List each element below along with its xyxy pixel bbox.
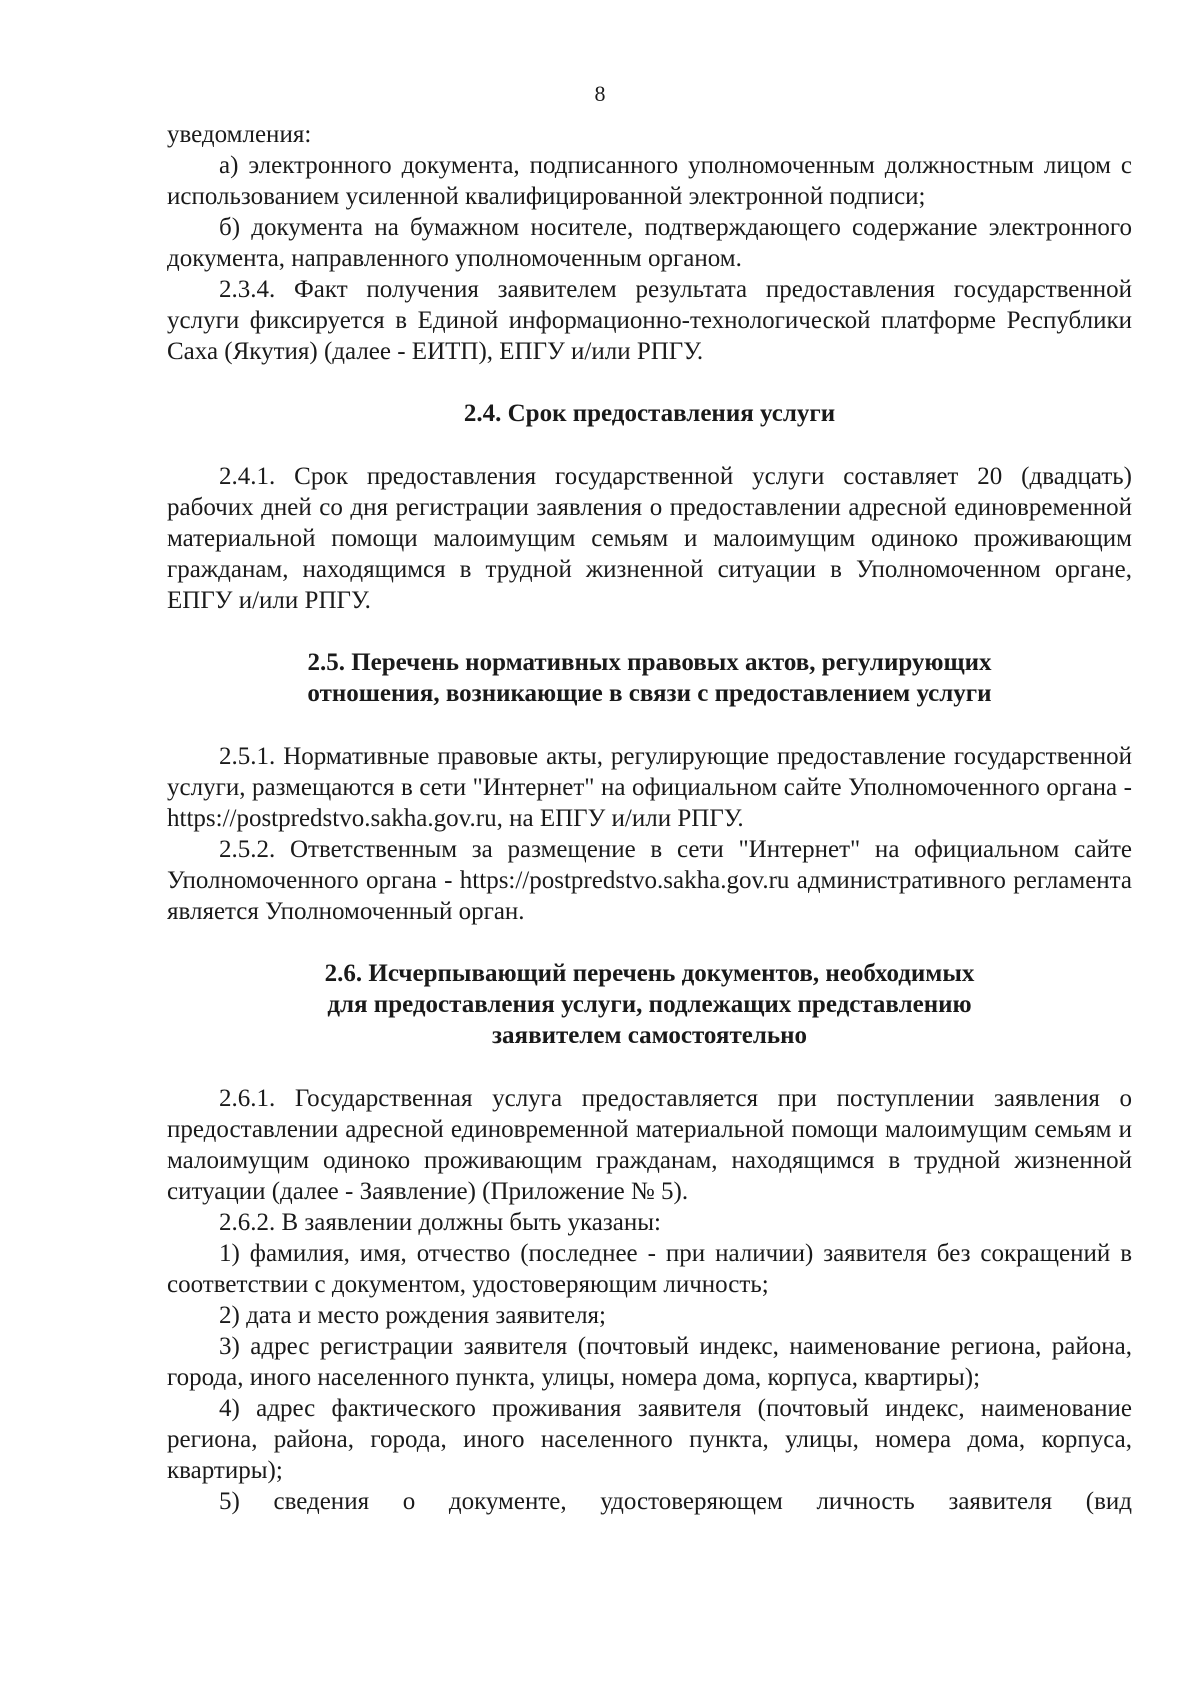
paragraph: а) электронного документа, подписанного уполномоченным должностным лицом с использованием усиленной квалифицированной электронной подписи;	[167, 152, 1132, 210]
section-heading: 2.4. Срок предоставления услуги	[463, 400, 836, 427]
section-heading-line: для предоставления услуги, подлежащих представлению	[327, 991, 972, 1018]
list-item: 4) адрес фактического проживания заявителя (почтовый индекс, наименование региона, района, города, иного населенного пункта, улицы, номера дома, корпуса, квартиры);	[167, 1395, 1132, 1484]
paragraph: 2.3.4. Факт получения заявителем результата предоставления государственной услуги фиксируется в Единой информационно-технологической платформе Республики Саха (Якутия) (далее - ЕИТП), ЕПГУ и/или РПГУ.	[167, 276, 1132, 365]
section-heading-line: отношения, возникающие в связи с предоставлением услуги	[307, 680, 992, 707]
page-number: 8	[594, 81, 606, 106]
paragraph: б) документа на бумажном носителе, подтверждающего содержание электронного документа, направленного уполномоченным органом.	[167, 214, 1132, 272]
section-heading	[167, 647, 1132, 709]
section-heading-line: 2.5. Перечень нормативных правовых актов, регулирующих	[307, 649, 992, 676]
paragraph: уведомления:	[167, 121, 312, 148]
paragraph: 2.4.1. Срок предоставления государственной услуги составляет 20 (двадцать) рабочих дней со дня регистрации заявления о предоставлении адресной единовременной материальной помощи малоимущим семьям и малоимущим одиноко проживающим гражданам, находящимся в трудной жизненной ситуации в Уполномоченном органе, ЕПГУ и/или РПГУ.	[167, 463, 1132, 614]
list-item: 2) дата и место рождения заявителя;	[219, 1302, 606, 1329]
list-item: 1) фамилия, имя, отчество (последнее - при наличии) заявителя без сокращений в соответствии с документом, удостоверяющим личность;	[167, 1240, 1132, 1298]
document-body	[167, 119, 1132, 1517]
section-heading-line: 2.6. Исчерпывающий перечень документов, необходимых	[324, 960, 975, 987]
paragraph: 2.6.1. Государственная услуга предоставляется при поступлении заявления о предоставлении адресной единовременной материальной помощи малоимущим семьям и малоимущим одиноко проживающим гражданам, находящимся в трудной жизненной ситуации (далее - Заявление) (Приложение № 5).	[167, 1085, 1132, 1205]
paragraph: 2.5.1. Нормативные правовые акты, регулирующие предоставление государственной услуги, размещаются в сети "Интернет" на официальном сайте Уполномоченного органа - https://postpredstvo.sakha.gov.ru, на ЕПГУ и/или РПГУ.	[167, 743, 1132, 832]
list-item: 5) сведения о документе, удостоверяющем личность заявителя (вид	[219, 1488, 1132, 1515]
section-heading-line: заявителем самостоятельно	[492, 1022, 807, 1049]
paragraph: 2.6.2. В заявлении должны быть указаны:	[219, 1209, 661, 1236]
section-heading	[167, 958, 1132, 1051]
list-item: 3) адрес регистрации заявителя (почтовый индекс, наименование региона, района, города, иного населенного пункта, улицы, номера дома, корпуса, квартиры);	[167, 1333, 1132, 1391]
paragraph: 2.5.2. Ответственным за размещение в сети "Интернет" на официальном сайте Уполномоченного органа - https://postpredstvo.sakha.gov.ru административного регламента является Уполномоченный орган.	[167, 836, 1132, 925]
